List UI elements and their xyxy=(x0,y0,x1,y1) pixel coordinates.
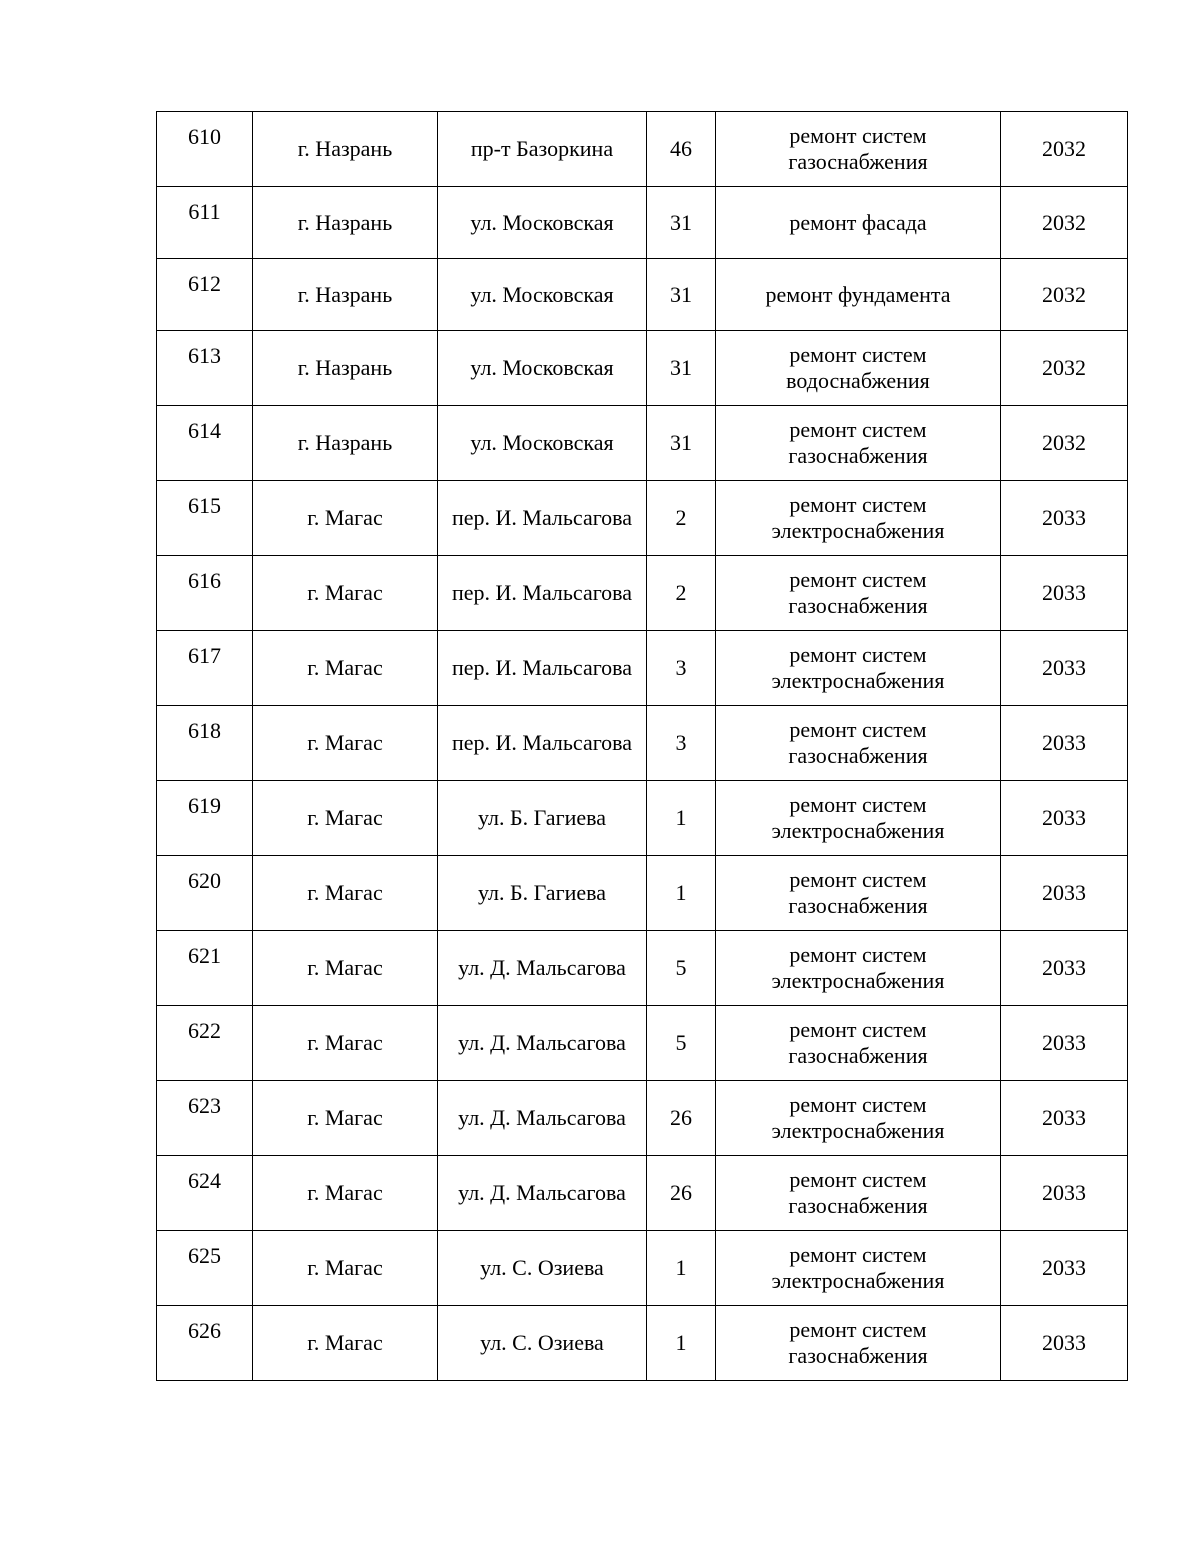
street-cell: ул. Московская xyxy=(438,187,647,259)
work-type-line: газоснабжения xyxy=(788,149,928,174)
year-cell: 2033 xyxy=(1001,1231,1128,1306)
work-type-line: ремонт систем xyxy=(789,1092,927,1117)
street-cell: ул. Д. Мальсагова xyxy=(438,1156,647,1231)
table-row xyxy=(157,781,1128,856)
work-type-cell xyxy=(716,856,1001,931)
city-cell: г. Магас xyxy=(253,1306,438,1381)
work-type-line: ремонт систем xyxy=(789,417,927,442)
work-type-cell xyxy=(716,259,1001,331)
city-cell: г. Магас xyxy=(253,1156,438,1231)
row-number-cell: 612 xyxy=(157,259,253,331)
year-cell: 2033 xyxy=(1001,481,1128,556)
house-number-cell: 31 xyxy=(647,259,716,331)
work-type-line: ремонт систем xyxy=(789,567,927,592)
city-cell: г. Назрань xyxy=(253,187,438,259)
street-cell: пер. И. Мальсагова xyxy=(438,556,647,631)
work-type-cell xyxy=(716,931,1001,1006)
year-cell: 2032 xyxy=(1001,406,1128,481)
row-number-cell: 622 xyxy=(157,1006,253,1081)
year-cell: 2033 xyxy=(1001,856,1128,931)
street-cell: пер. И. Мальсагова xyxy=(438,481,647,556)
work-type-line: электроснабжения xyxy=(771,1268,945,1293)
row-number-cell: 614 xyxy=(157,406,253,481)
street-cell: ул. Д. Мальсагова xyxy=(438,1081,647,1156)
city-cell: г. Магас xyxy=(253,556,438,631)
row-number-cell: 626 xyxy=(157,1306,253,1381)
city-cell: г. Магас xyxy=(253,1006,438,1081)
work-type-line: ремонт систем xyxy=(789,492,927,517)
year-cell: 2033 xyxy=(1001,931,1128,1006)
work-type-cell xyxy=(716,1006,1001,1081)
table-row xyxy=(157,1081,1128,1156)
work-type-line: электроснабжения xyxy=(771,818,945,843)
table-row xyxy=(157,1156,1128,1231)
table-row xyxy=(157,706,1128,781)
house-number-cell: 1 xyxy=(647,1306,716,1381)
work-type-cell xyxy=(716,556,1001,631)
work-type-cell xyxy=(716,706,1001,781)
house-number-cell: 5 xyxy=(647,931,716,1006)
work-type-cell xyxy=(716,1306,1001,1381)
row-number-cell: 610 xyxy=(157,112,253,187)
year-cell: 2033 xyxy=(1001,1006,1128,1081)
work-type-cell xyxy=(716,187,1001,259)
street-cell: ул. Д. Мальсагова xyxy=(438,931,647,1006)
work-type-line: газоснабжения xyxy=(788,443,928,468)
street-cell: ул. Б. Гагиева xyxy=(438,781,647,856)
table-row xyxy=(157,406,1128,481)
house-number-cell: 1 xyxy=(647,1231,716,1306)
table-row xyxy=(157,1231,1128,1306)
work-type-line: электроснабжения xyxy=(771,968,945,993)
city-cell: г. Назрань xyxy=(253,331,438,406)
table-row xyxy=(157,259,1128,331)
row-number-cell: 620 xyxy=(157,856,253,931)
city-cell: г. Магас xyxy=(253,1231,438,1306)
work-type-line: газоснабжения xyxy=(788,1043,928,1068)
work-type-line: ремонт фундамента xyxy=(765,281,951,307)
house-number-cell: 2 xyxy=(647,556,716,631)
row-number-cell: 625 xyxy=(157,1231,253,1306)
row-number-cell: 623 xyxy=(157,1081,253,1156)
work-type-cell xyxy=(716,112,1001,187)
row-number-cell: 617 xyxy=(157,631,253,706)
row-number-cell: 615 xyxy=(157,481,253,556)
street-cell: ул. С. Озиева xyxy=(438,1306,647,1381)
table-row xyxy=(157,856,1128,931)
work-type-line: газоснабжения xyxy=(788,1343,928,1368)
work-type-line: ремонт систем xyxy=(789,867,927,892)
work-type-line: ремонт систем xyxy=(789,942,927,967)
year-cell: 2032 xyxy=(1001,112,1128,187)
row-number-cell: 618 xyxy=(157,706,253,781)
work-type-line: газоснабжения xyxy=(788,593,928,618)
work-type-line: электроснабжения xyxy=(771,1118,945,1143)
row-number-cell: 611 xyxy=(157,187,253,259)
house-number-cell: 31 xyxy=(647,406,716,481)
work-type-cell xyxy=(716,481,1001,556)
street-cell: ул. Московская xyxy=(438,406,647,481)
row-number-cell: 616 xyxy=(157,556,253,631)
work-type-cell xyxy=(716,781,1001,856)
table-row xyxy=(157,481,1128,556)
table-row xyxy=(157,187,1128,259)
street-cell: пер. И. Мальсагова xyxy=(438,631,647,706)
row-number-cell: 613 xyxy=(157,331,253,406)
work-type-line: ремонт систем xyxy=(789,717,927,742)
work-type-line: ремонт систем xyxy=(789,1317,927,1342)
work-type-line: ремонт систем xyxy=(789,642,927,667)
row-number-cell: 624 xyxy=(157,1156,253,1231)
work-type-line: газоснабжения xyxy=(788,893,928,918)
city-cell: г. Магас xyxy=(253,706,438,781)
work-type-line: ремонт систем xyxy=(789,792,927,817)
city-cell: г. Магас xyxy=(253,481,438,556)
house-number-cell: 1 xyxy=(647,856,716,931)
house-number-cell: 46 xyxy=(647,112,716,187)
table-row xyxy=(157,556,1128,631)
table-row xyxy=(157,112,1128,187)
house-number-cell: 31 xyxy=(647,331,716,406)
street-cell: ул. Д. Мальсагова xyxy=(438,1006,647,1081)
street-cell: ул. Московская xyxy=(438,331,647,406)
city-cell: г. Магас xyxy=(253,856,438,931)
repair-schedule-table xyxy=(156,111,1128,1381)
city-cell: г. Назрань xyxy=(253,112,438,187)
house-number-cell: 2 xyxy=(647,481,716,556)
year-cell: 2032 xyxy=(1001,331,1128,406)
work-type-cell xyxy=(716,406,1001,481)
city-cell: г. Назрань xyxy=(253,406,438,481)
street-cell: ул. Б. Гагиева xyxy=(438,856,647,931)
year-cell: 2033 xyxy=(1001,631,1128,706)
year-cell: 2033 xyxy=(1001,1081,1128,1156)
house-number-cell: 3 xyxy=(647,631,716,706)
work-type-line: ремонт систем xyxy=(789,1242,927,1267)
year-cell: 2033 xyxy=(1001,556,1128,631)
document-page xyxy=(156,111,1127,1381)
work-type-cell xyxy=(716,631,1001,706)
work-type-line: ремонт фасада xyxy=(789,209,927,235)
house-number-cell: 31 xyxy=(647,187,716,259)
year-cell: 2033 xyxy=(1001,1306,1128,1381)
street-cell: пер. И. Мальсагова xyxy=(438,706,647,781)
city-cell: г. Магас xyxy=(253,781,438,856)
street-cell: пр-т Базоркина xyxy=(438,112,647,187)
table-row xyxy=(157,1006,1128,1081)
city-cell: г. Магас xyxy=(253,1081,438,1156)
house-number-cell: 5 xyxy=(647,1006,716,1081)
table-row xyxy=(157,931,1128,1006)
house-number-cell: 26 xyxy=(647,1156,716,1231)
work-type-line: ремонт систем xyxy=(789,342,927,367)
year-cell: 2032 xyxy=(1001,259,1128,331)
row-number-cell: 619 xyxy=(157,781,253,856)
work-type-line: газоснабжения xyxy=(788,743,928,768)
work-type-cell xyxy=(716,1081,1001,1156)
year-cell: 2033 xyxy=(1001,781,1128,856)
city-cell: г. Магас xyxy=(253,931,438,1006)
street-cell: ул. Московская xyxy=(438,259,647,331)
work-type-line: ремонт систем xyxy=(789,1017,927,1042)
city-cell: г. Назрань xyxy=(253,259,438,331)
table-row xyxy=(157,631,1128,706)
table-row xyxy=(157,1306,1128,1381)
work-type-line: водоснабжения xyxy=(786,368,930,393)
table-body xyxy=(157,112,1128,1381)
city-cell: г. Магас xyxy=(253,631,438,706)
work-type-cell xyxy=(716,1156,1001,1231)
table-row xyxy=(157,331,1128,406)
work-type-cell xyxy=(716,331,1001,406)
house-number-cell: 1 xyxy=(647,781,716,856)
house-number-cell: 26 xyxy=(647,1081,716,1156)
house-number-cell: 3 xyxy=(647,706,716,781)
work-type-cell xyxy=(716,1231,1001,1306)
year-cell: 2033 xyxy=(1001,1156,1128,1231)
street-cell: ул. С. Озиева xyxy=(438,1231,647,1306)
work-type-line: ремонт систем xyxy=(789,123,927,148)
row-number-cell: 621 xyxy=(157,931,253,1006)
year-cell: 2033 xyxy=(1001,706,1128,781)
work-type-line: газоснабжения xyxy=(788,1193,928,1218)
year-cell: 2032 xyxy=(1001,187,1128,259)
work-type-line: электроснабжения xyxy=(771,668,945,693)
work-type-line: электроснабжения xyxy=(771,518,945,543)
work-type-line: ремонт систем xyxy=(789,1167,927,1192)
